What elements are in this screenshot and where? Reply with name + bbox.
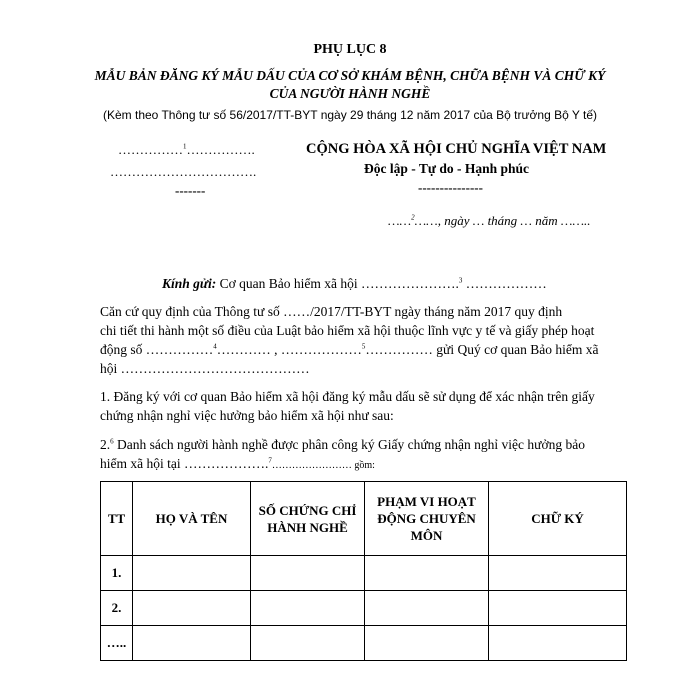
license-date: ………… , ……………… [216, 342, 362, 357]
footnote-ref-6: 6 [110, 437, 114, 446]
footnote-ref-7: 7 [268, 456, 272, 465]
addressee-line [162, 276, 547, 292]
table-row [101, 626, 627, 661]
item2-number: 2. [100, 437, 111, 452]
header-cert [251, 482, 365, 556]
agency-dots-b: ……………. [186, 142, 255, 157]
cell-name [133, 556, 251, 591]
item2-line-1 [100, 437, 585, 453]
row-number: 1. [101, 556, 133, 591]
national-title: CỘNG HÒA XÃ HỘI CHỦ NGHĨA VIỆT NAM [306, 141, 607, 157]
document-note: (Kèm theo Thông tư số 56/2017/TT-BYT ngày 29 tháng 12 năm 2017 của Bộ trưởng Bộ Y tế) [102, 108, 598, 122]
cell-sign [489, 626, 627, 661]
header-sign: CHỮ KÝ [489, 482, 627, 556]
footnote-ref-3: 3 [458, 276, 463, 285]
item1-line-2: chứng nhận nghỉ việc hưởng bảo hiểm xã hội như sau: [100, 408, 394, 423]
cell-cert [251, 626, 365, 661]
agency-name-line [118, 142, 255, 158]
footnote-ref-4: 4 [213, 342, 217, 351]
header-cert-l1: SỐ CHỨNG CHỈ [258, 502, 357, 518]
header-scope-l1: PHẠM VI HOẠT [377, 494, 476, 509]
addressee-label: Kính gửi: [162, 276, 217, 291]
item2-location: hiểm xã hội tại ………………. [100, 456, 269, 471]
license-number: động số …………… [100, 342, 214, 357]
footnote-ref-1: 1 [183, 142, 187, 151]
cell-scope [365, 556, 489, 591]
document-subtitle-line1: MẪU BẢN ĐĂNG KÝ MẪU DẤU CỦA CƠ SỞ KHÁM BỆNH, CHỮA BỆNH VÀ CHỮ KÝ [94, 68, 606, 83]
addressee-text: Cơ quan Bảo hiểm xã hội …………………. [216, 276, 459, 291]
date-dots: …… [388, 213, 412, 228]
cell-name [133, 626, 251, 661]
table-row [101, 556, 627, 591]
row-number: 2. [101, 591, 133, 626]
footnote-ref-5: 5 [361, 342, 366, 351]
header-tt: TT [101, 482, 133, 556]
item2-end: …………………… gồm: [271, 460, 375, 471]
item2-text: Danh sách người hành nghề được phân công ký Giấy chứng nhận nghỉ việc hưởng bảo [113, 437, 585, 452]
document-subtitle-line2: CỦA NGƯỜI HÀNH NGHỀ [269, 86, 431, 101]
paragraph-line-2: chi tiết thi hành một số điều của Luật bảo hiểm xã hội thuộc lĩnh vực y tế và giấy phép hoạt [100, 323, 595, 338]
row-number: ….. [101, 626, 133, 661]
header-scope-l2: ĐỘNG CHUYÊN [377, 511, 476, 526]
agency-dots-a: …………… [118, 142, 183, 157]
paragraph-line-3-end: …………… gửi Quý cơ quan Bảo hiểm xã [365, 342, 599, 357]
header-scope [365, 482, 489, 556]
footnote-ref-2: 2 [411, 213, 415, 222]
cell-cert [251, 591, 365, 626]
cell-cert [251, 556, 365, 591]
cell-name [133, 591, 251, 626]
header-cert-l2: HÀNH NGHỀ [267, 519, 348, 535]
cell-scope [365, 626, 489, 661]
table-row [101, 591, 627, 626]
signatories-table [100, 481, 627, 661]
date-line [388, 213, 591, 229]
item1-line-1: 1. Đăng ký với cơ quan Bảo hiểm xã hội đăng ký mẫu dấu sẽ sử dụng để xác nhận trên giấy [100, 389, 595, 404]
item2-line-2 [100, 456, 375, 472]
table-header-row [101, 482, 627, 556]
cell-sign [489, 591, 627, 626]
header-scope-l3: MÔN [410, 528, 443, 543]
facility-name-line: ……………………………. [110, 164, 257, 179]
paragraph-line-1: Căn cứ quy định của Thông tư số ……/2017/TT-BYT ngày tháng năm 2017 quy định [100, 304, 563, 319]
cell-sign [489, 556, 627, 591]
motto-divider: --------------- [418, 180, 483, 195]
paragraph-line-3 [100, 342, 598, 358]
paragraph-line-4: hội …………………………………… [100, 361, 310, 376]
header-name: HỌ VÀ TÊN [133, 482, 251, 556]
left-divider: ------- [175, 183, 206, 198]
cell-scope [365, 591, 489, 626]
page-title: PHỤ LỤC 8 [313, 42, 387, 57]
date-text: ……, ngày … tháng … năm …….. [414, 213, 591, 228]
national-motto: Độc lập - Tự do - Hạnh phúc [364, 161, 530, 176]
addressee-dots: ……………… [462, 276, 547, 291]
